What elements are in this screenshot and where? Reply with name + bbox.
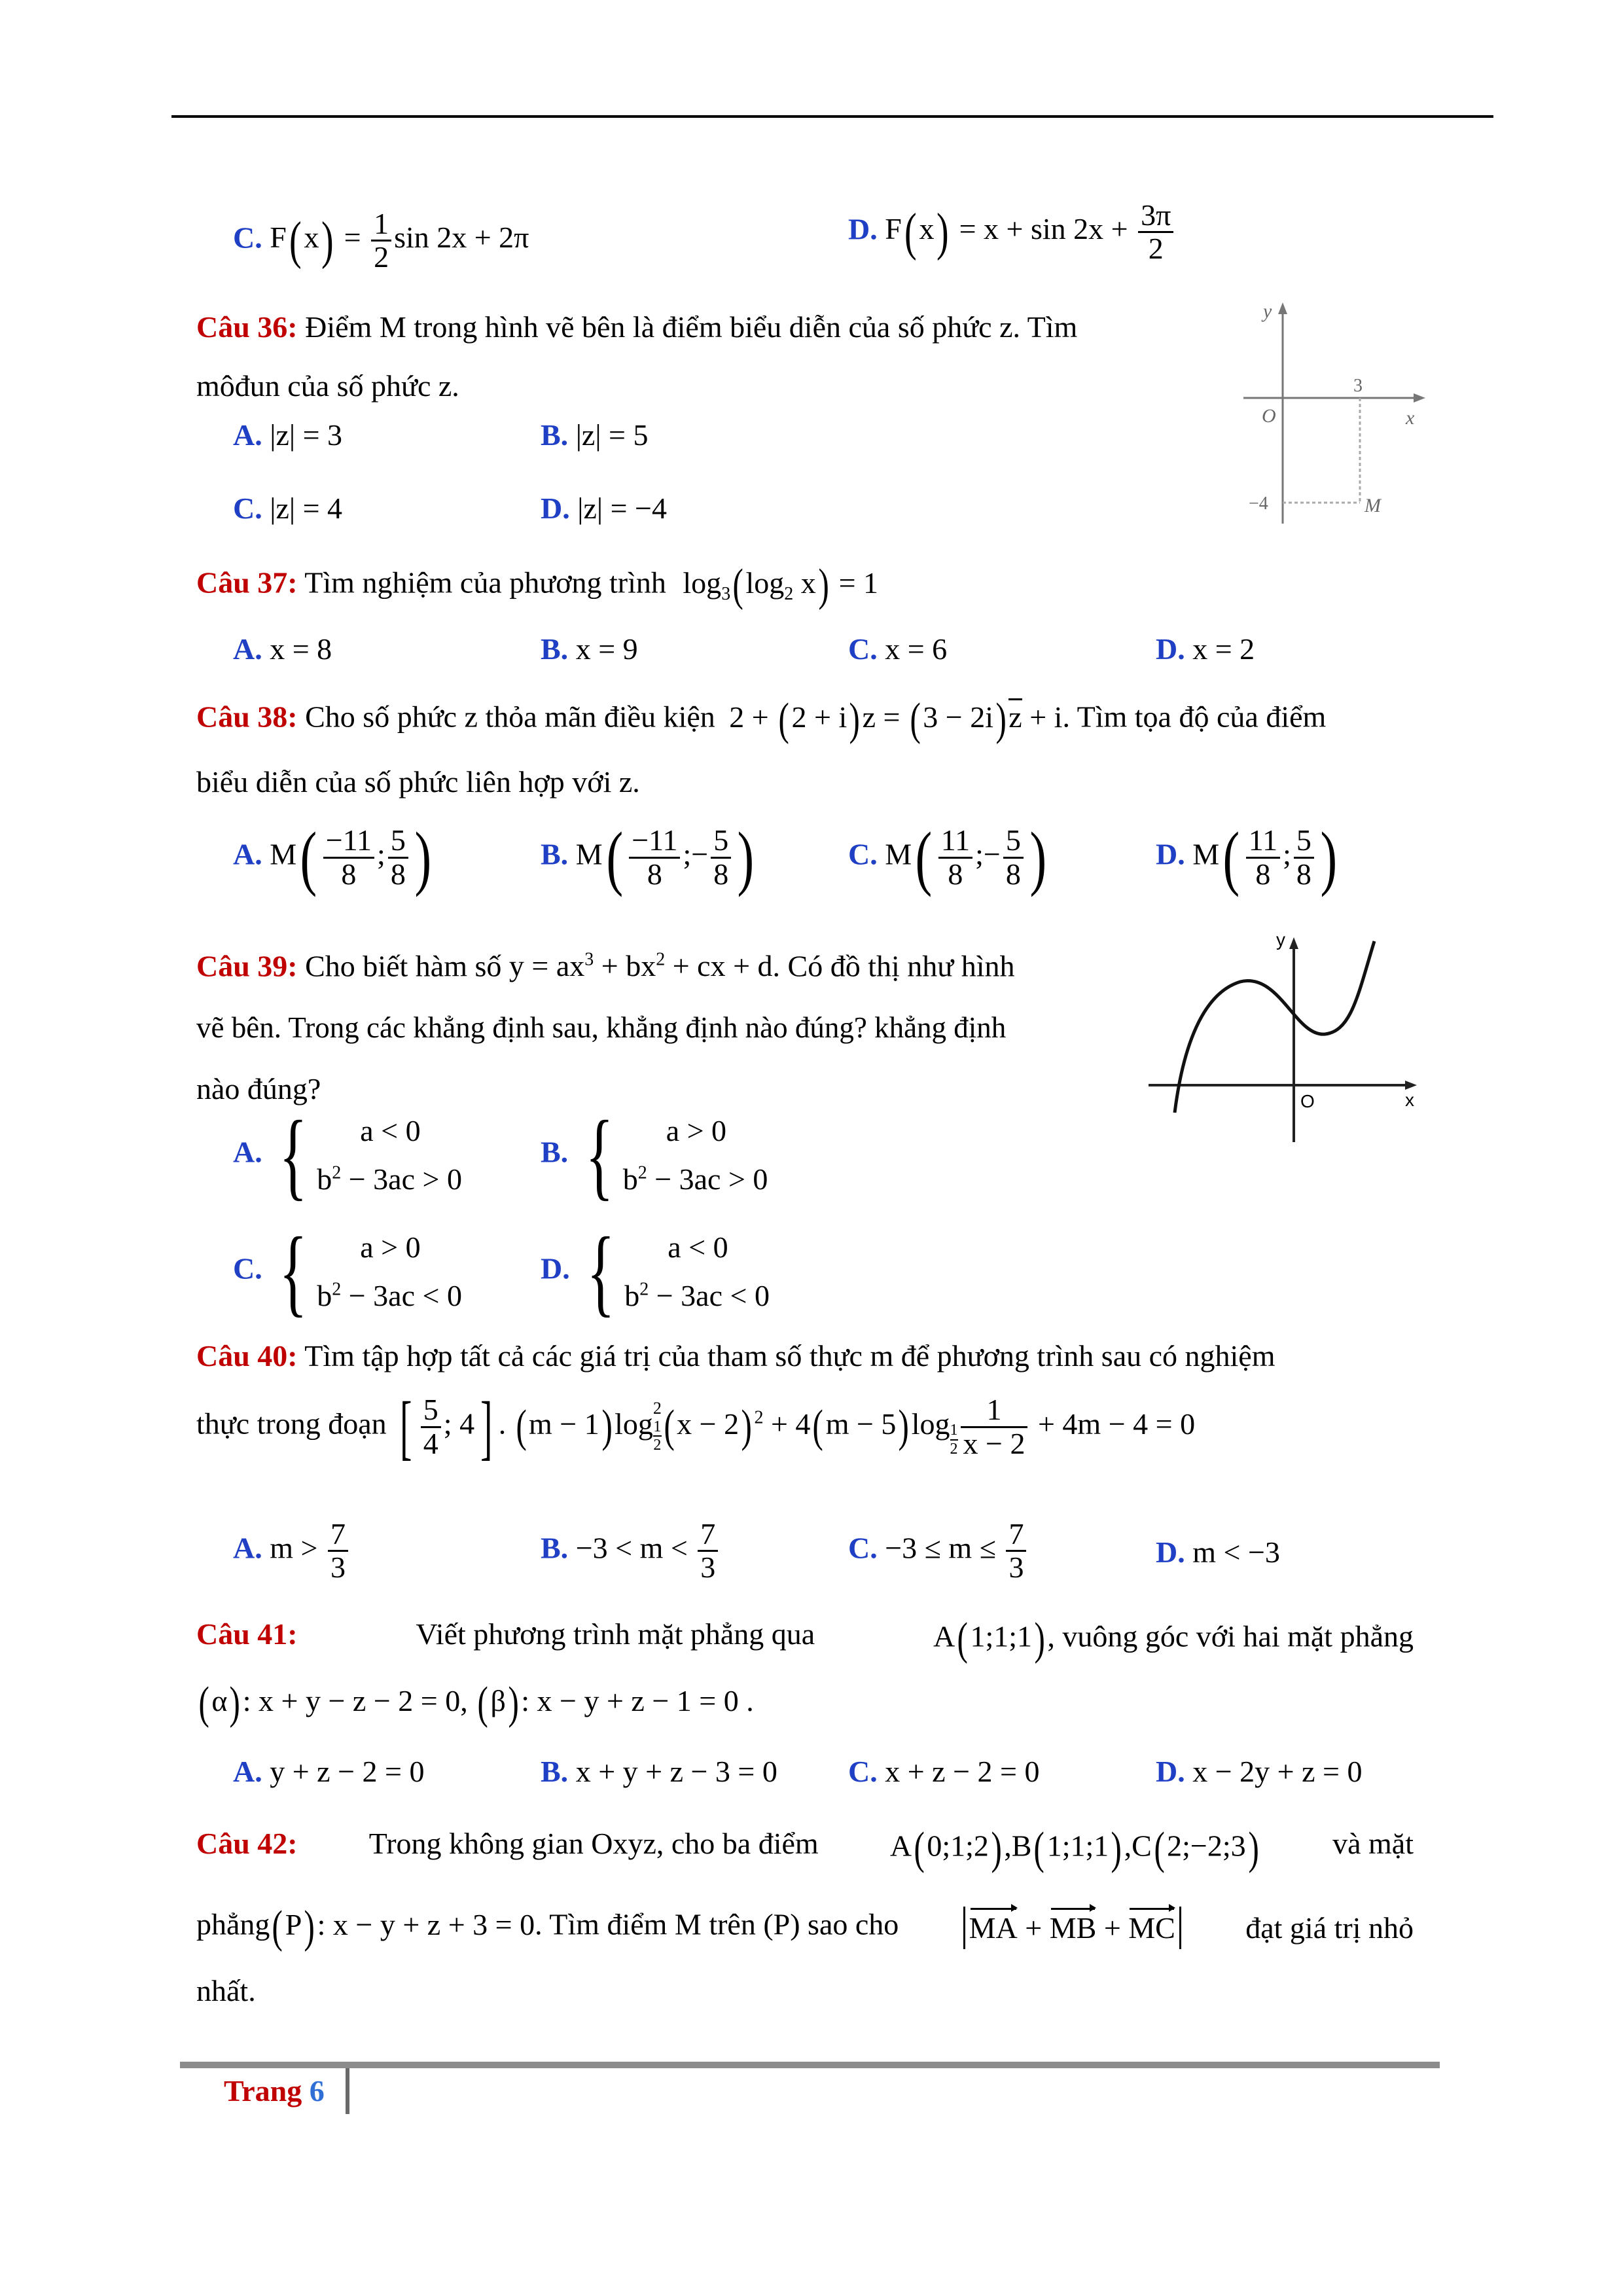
- question-text: nhất.: [196, 1974, 256, 2007]
- question-text: , vuông góc với hai mặt phẳng: [1047, 1619, 1414, 1653]
- option-label: C.: [233, 221, 262, 255]
- q41-question-line2: [196, 1678, 754, 1729]
- question-text: Điểm M trong hình vẽ bên là điểm biểu diễn của số phức z. Tìm: [305, 310, 1078, 344]
- page-footer: [224, 2073, 325, 2108]
- x-tick-label: 3: [1353, 376, 1363, 396]
- q37-option-d: [1156, 632, 1255, 666]
- q41-question-line1: [196, 1614, 1414, 1664]
- q40-question-line1: [196, 1338, 1275, 1373]
- option-label: C.: [233, 1251, 262, 1285]
- x-axis-arrow: [1405, 1081, 1417, 1090]
- q39-question: [196, 929, 1113, 1120]
- question-label: Câu 42:: [196, 1827, 298, 1860]
- question-text: Cho biết hàm số: [305, 949, 502, 983]
- q39-option-c: C. { a > 0 $b^2 - 3ac < 0$: [233, 1217, 462, 1326]
- q37-option-b: [541, 632, 638, 666]
- question-label: Câu 36:: [196, 310, 298, 344]
- option-label: B.: [541, 837, 569, 871]
- q41-option-a: [233, 1754, 424, 1789]
- q41-planes: (α): x + y − z − 2 = 0, (β): x − y + z − 1 = 0 .: [198, 1678, 754, 1729]
- y-tick-label: −4: [1249, 493, 1268, 514]
- q42-question-line2: [196, 1902, 1414, 1952]
- q41-option-d: [1156, 1754, 1362, 1789]
- question-text: Tìm tập hợp tất cả các giá trị của tham số thực m để phương trình sau có nghiệm: [304, 1339, 1275, 1372]
- q40-question-line2: thực trong đoạn [ $\frac{5}{4}$ ; 4] . (m − 1)log 2 1 2 (x − 2) $^2$ + 4(m − 5)log $\frac{1}{2}$ $\frac{1}{x - 2}$ + 4m − 4 = 0: [196, 1387, 1196, 1467]
- y-axis-arrow: [1289, 937, 1298, 949]
- q39-option-b: B. { a > 0 $b^2 - 3ac > 0$: [541, 1101, 768, 1210]
- q38-question-line1: [196, 694, 1327, 745]
- option-label: C.: [848, 1531, 878, 1565]
- q36-complex-plane-figure: [1230, 295, 1433, 537]
- q40-equation: (m − 1)log 2 1 2 (x − 2) $^2$ + 4(m − 5)log $\frac{1}{2}$ $\frac{1}{x - 2}$ + 4m − 4 = 0: [516, 1393, 1196, 1460]
- option-text: m < −3: [1192, 1535, 1280, 1569]
- point-m-label: M: [1364, 495, 1381, 516]
- q38-option-d: D. M( $\frac{11}{8}$ ; $\frac{5}{8}$ ): [1156, 817, 1338, 897]
- y-axis-label: y: [1263, 300, 1272, 322]
- header-rule: [171, 115, 1493, 118]
- option-label: D.: [1156, 1755, 1185, 1788]
- option-label: A.: [233, 1135, 262, 1169]
- question-text: phẳng: [196, 1907, 270, 1941]
- question-label: Câu 38:: [196, 700, 298, 734]
- q35-d-formula: F(x) = x + sin 2x + $\frac{3\pi}{2}$: [885, 212, 1176, 245]
- q37-question: [196, 560, 879, 611]
- origin-label: O: [1300, 1091, 1315, 1111]
- option-label: A.: [233, 418, 262, 452]
- question-text: và mặt: [1332, 1827, 1414, 1860]
- option-text: |z| = −4: [577, 492, 667, 525]
- option-text: x + y + z − 3 = 0: [575, 1755, 777, 1788]
- option-label: C.: [848, 837, 878, 871]
- option-text: y + z − 2 = 0: [270, 1755, 425, 1788]
- option-label: D.: [1156, 632, 1185, 666]
- question-label: Câu 39:: [196, 949, 298, 983]
- option-label: D.: [1156, 837, 1185, 871]
- question-label: Câu 41:: [196, 1617, 298, 1651]
- q37-option-c: [848, 632, 947, 666]
- q36-option-b: [541, 418, 648, 452]
- option-text: x − 2y + z = 0: [1192, 1755, 1363, 1788]
- option-label: B.: [541, 632, 569, 666]
- q40-option-b: B. −3 < m < $\frac{7}{3}$: [541, 1518, 721, 1584]
- x-axis-label: x: [1406, 407, 1415, 429]
- q35-c-formula: F(x) = $\frac{1}{2}$ sin 2x + 2π: [270, 207, 529, 274]
- page-number: 6: [309, 2074, 325, 2108]
- q42-points: A(0;1;2),B(1;1;1),C(2;−2;3): [889, 1823, 1259, 1874]
- footer-label: Trang: [224, 2074, 302, 2108]
- q39-cubic-graph-figure: [1142, 923, 1423, 1149]
- option-label: C.: [848, 1755, 878, 1788]
- option-label: D.: [541, 1251, 570, 1285]
- footer-rule: [180, 2062, 1440, 2068]
- q38-option-b: B. M( $\frac{-11}{8}$ ;− $\frac{5}{8}$ ): [541, 817, 755, 897]
- question-text: thực trong đoạn: [196, 1407, 387, 1441]
- question-text: . Tìm tọa độ của điểm: [1062, 700, 1327, 734]
- question-text: Tìm nghiệm của phương trình: [304, 565, 666, 600]
- q36-option-a: [233, 418, 342, 452]
- option-label: A.: [233, 1755, 262, 1788]
- option-label: B.: [541, 1135, 569, 1169]
- q42-plane: (P): x − y + z + 3 = 0: [272, 1902, 535, 1952]
- question-text: vẽ bên. Trong các khẳng định sau, khẳng định nào đúng? khẳng định: [196, 1011, 1007, 1045]
- q39-option-d: D. { a < 0 $b^2 - 3ac < 0$: [541, 1217, 770, 1326]
- question-text: . Tìm điểm M trên (P) sao cho: [535, 1907, 899, 1941]
- q36-option-c: [233, 491, 342, 526]
- q42-question-line3: [196, 1973, 256, 2008]
- option-label: B.: [541, 418, 569, 452]
- q35-option-d: [848, 200, 1176, 265]
- footer-divider: [346, 2068, 349, 2114]
- q41-option-b: [541, 1754, 777, 1789]
- option-text: x = 9: [575, 632, 638, 666]
- option-label: A.: [233, 837, 262, 871]
- option-label: D.: [848, 212, 878, 246]
- q38-equation: 2 + (2 + i)z = (3 − 2i)z + i: [729, 694, 1063, 745]
- question-label: Câu 37:: [196, 565, 298, 600]
- option-label: B.: [541, 1755, 569, 1788]
- question-text: môđun của số phức z.: [196, 369, 459, 403]
- option-text: |z| = 5: [575, 418, 649, 452]
- q37-equation: $\log_3(\log_2$ x) = 1: [683, 560, 879, 611]
- q42-vector-expression: MA + MB + MC: [963, 1907, 1181, 1949]
- q36-question: [196, 298, 1217, 416]
- q41-option-c: [848, 1754, 1039, 1789]
- option-label: D.: [541, 492, 570, 525]
- question-label: Câu 40:: [196, 1339, 298, 1372]
- option-label: D.: [1156, 1535, 1185, 1569]
- q41-point-a: A(1;1;1), vuông góc với hai mặt phẳng: [933, 1614, 1414, 1664]
- option-text: x = 8: [270, 632, 332, 666]
- q40-option-d: [1156, 1535, 1280, 1570]
- q36-option-d: [541, 491, 667, 526]
- q38-option-c: C. M( $\frac{11}{8}$ ;− $\frac{5}{8}$ ): [848, 817, 1046, 897]
- option-text: |z| = 4: [270, 492, 343, 525]
- q39-option-a: A. { a < 0 $b^2 - 3ac > 0$: [233, 1101, 462, 1210]
- origin-label: O: [1262, 405, 1276, 427]
- q40-option-a: A. m > $\frac{7}{3}$: [233, 1518, 351, 1584]
- x-axis-arrow: [1414, 393, 1425, 403]
- question-text: Trong không gian Oxyz, cho ba điểm: [368, 1827, 819, 1860]
- option-label: C.: [848, 632, 878, 666]
- option-text: x + z − 2 = 0: [885, 1755, 1040, 1788]
- q40-option-c: C. −3 ≤ m ≤ $\frac{7}{3}$: [848, 1518, 1029, 1584]
- q39-equation: $y = ax^3 + bx^2$ + cx + d: [508, 949, 773, 983]
- option-label: A.: [233, 632, 262, 666]
- y-axis-label: y: [1276, 929, 1285, 950]
- question-text: đạt giá trị nhỏ: [1245, 1910, 1414, 1945]
- question-text: biểu diễn của số phức liên hợp với z.: [196, 765, 640, 798]
- option-text: x = 2: [1192, 632, 1255, 666]
- q37-option-a: [233, 632, 332, 666]
- q38-option-a: A. M( $\frac{-11}{8}$ ; $\frac{5}{8}$ ): [233, 817, 431, 897]
- x-axis-label: x: [1405, 1090, 1414, 1110]
- option-label: B.: [541, 1531, 569, 1565]
- option-text: |z| = 3: [270, 418, 343, 452]
- option-label: C.: [233, 492, 262, 525]
- question-text: nào đúng?: [196, 1072, 321, 1106]
- question-text: Viết phương trình mặt phẳng qua: [416, 1617, 815, 1651]
- question-text: Cho số phức z thỏa mãn điều kiện: [305, 700, 715, 734]
- cubic-curve: [1175, 941, 1374, 1113]
- q38-question-line2: [196, 764, 640, 799]
- q42-question-line1: [196, 1823, 1414, 1874]
- q35-option-c: [233, 208, 529, 274]
- option-label: A.: [233, 1531, 262, 1565]
- question-text: . Có đồ thị như hình: [772, 949, 1015, 983]
- y-axis-arrow: [1278, 302, 1287, 314]
- option-text: x = 6: [885, 632, 948, 666]
